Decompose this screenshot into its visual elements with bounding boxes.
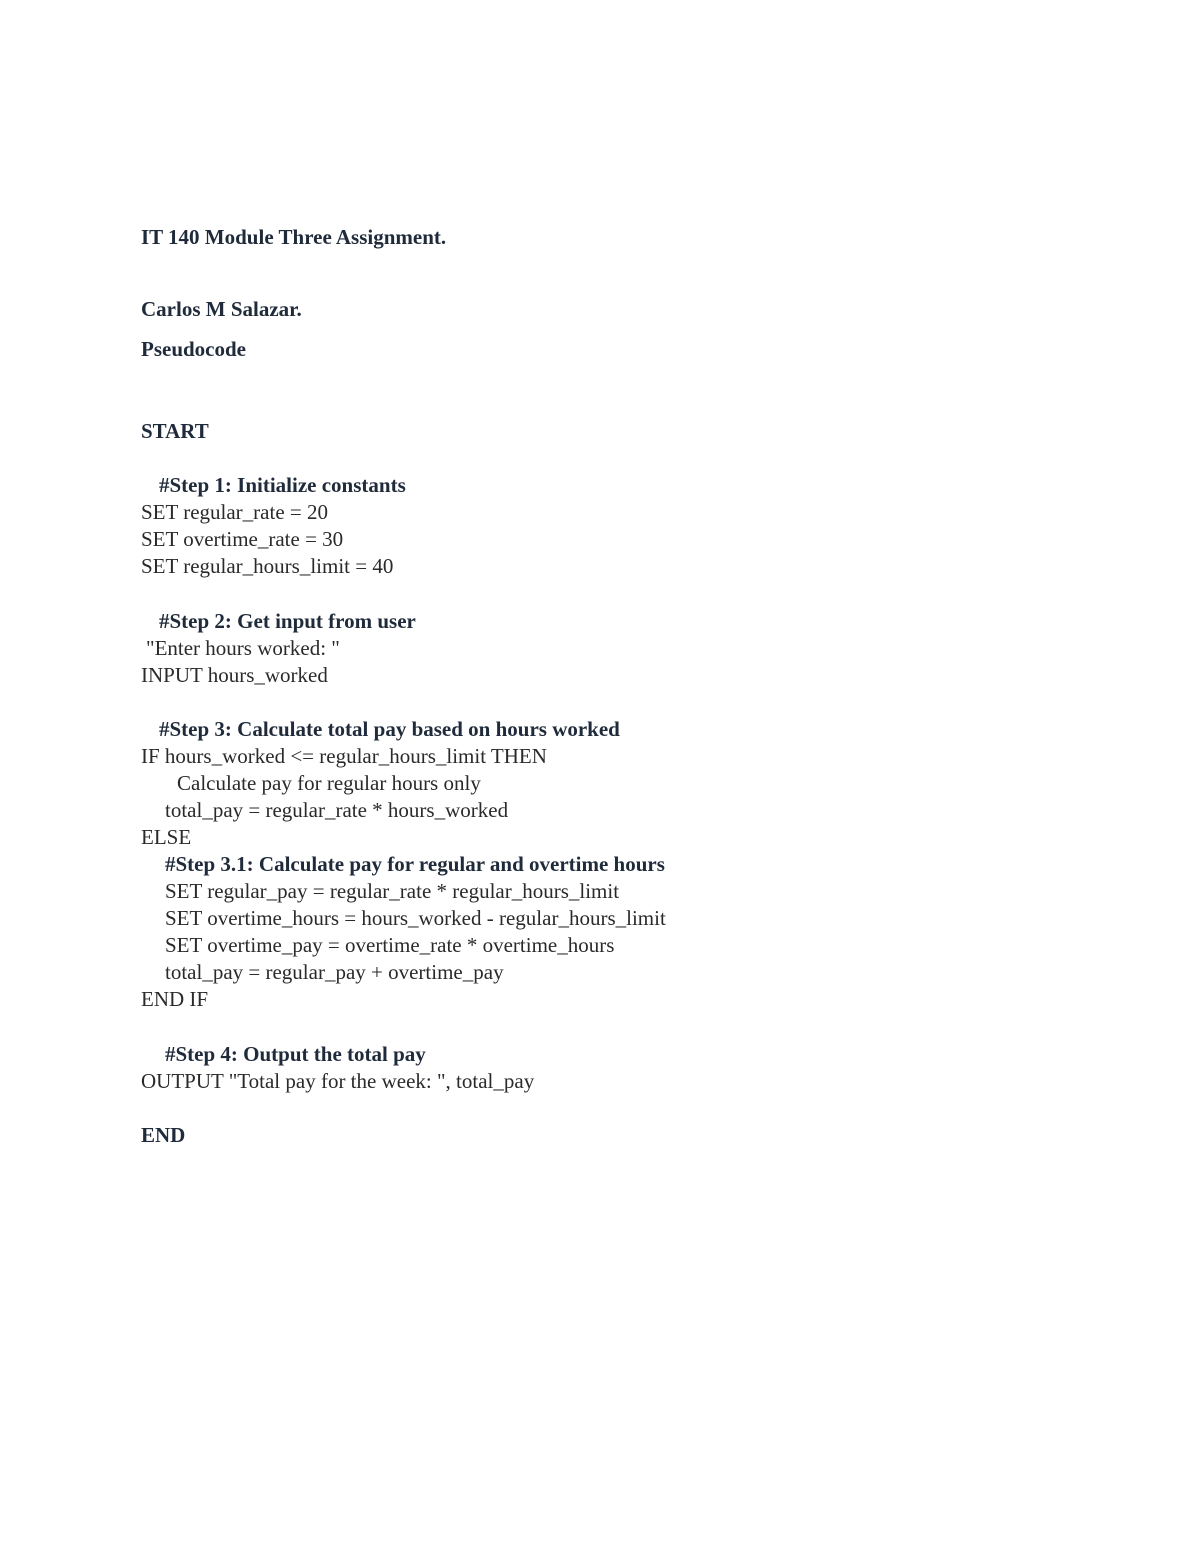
code-line: SET regular_pay = regular_rate * regular_hours_limit bbox=[165, 879, 620, 903]
section-heading: Pseudocode bbox=[141, 337, 246, 361]
code-line: Calculate pay for regular hours only bbox=[177, 771, 481, 795]
code-line: "Enter hours worked: " bbox=[146, 636, 340, 660]
code-line: END IF bbox=[141, 987, 209, 1011]
step1-comment: #Step 1: Initialize constants bbox=[159, 473, 406, 497]
step3-comment: #Step 3: Calculate total pay based on hours worked bbox=[159, 717, 620, 741]
pseudocode-end: END bbox=[141, 1123, 186, 1147]
code-line: ELSE bbox=[141, 825, 192, 849]
document-title: IT 140 Module Three Assignment. bbox=[141, 225, 447, 249]
step4-comment: #Step 4: Output the total pay bbox=[165, 1042, 426, 1066]
step3-1-comment: #Step 3.1: Calculate pay for regular and overtime hours bbox=[165, 852, 665, 876]
code-line: INPUT hours_worked bbox=[141, 663, 328, 687]
code-line: total_pay = regular_pay + overtime_pay bbox=[165, 960, 504, 984]
code-line: OUTPUT "Total pay for the week: ", total_pay bbox=[141, 1069, 535, 1093]
code-line: IF hours_worked <= regular_hours_limit THEN bbox=[141, 744, 547, 768]
author-name: Carlos M Salazar. bbox=[141, 297, 302, 321]
pseudocode-start: START bbox=[141, 419, 209, 443]
code-line: SET overtime_hours = hours_worked - regular_hours_limit bbox=[165, 906, 666, 930]
code-line: SET regular_rate = 20 bbox=[141, 500, 328, 524]
code-line: SET overtime_pay = overtime_rate * overtime_hours bbox=[165, 933, 615, 957]
code-line: SET overtime_rate = 30 bbox=[141, 527, 344, 551]
code-line: SET regular_hours_limit = 40 bbox=[141, 554, 394, 578]
code-line: total_pay = regular_rate * hours_worked bbox=[165, 798, 509, 822]
step2-comment: #Step 2: Get input from user bbox=[159, 609, 416, 633]
